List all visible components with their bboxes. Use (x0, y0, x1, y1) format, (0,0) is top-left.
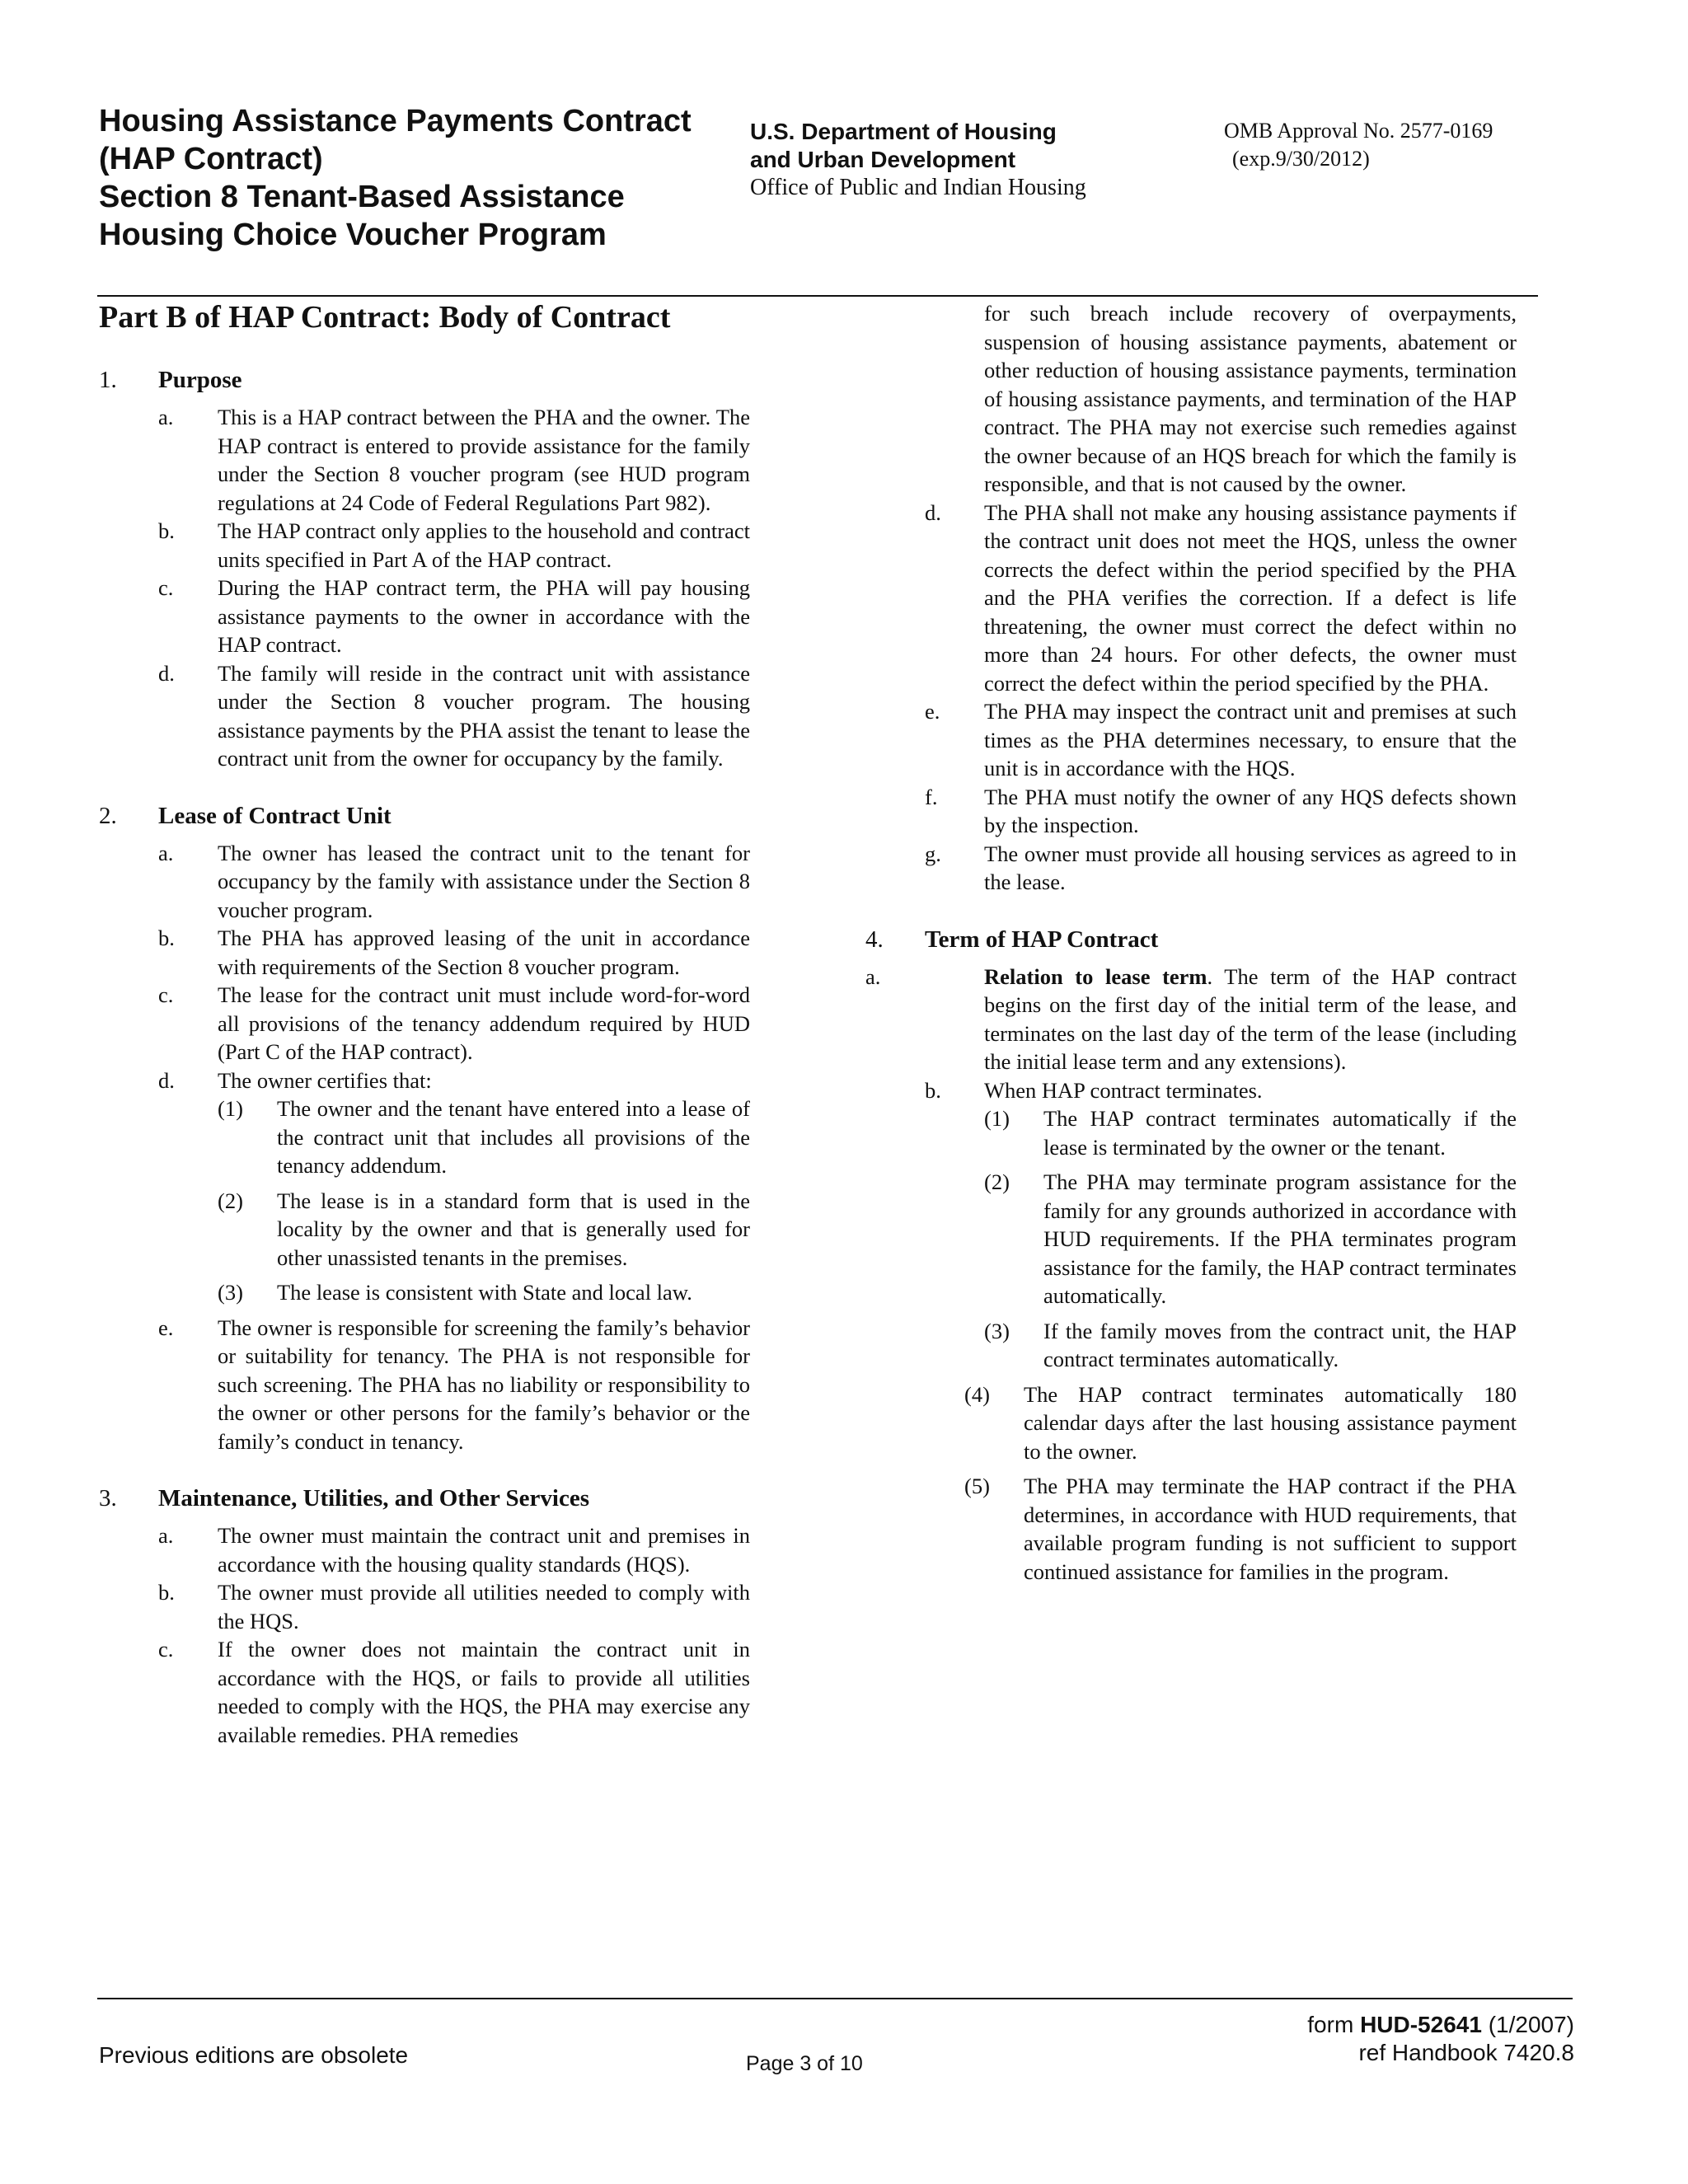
section-2-item-d-2: (2) The lease is in a standard form that is used in the locality by the owner and that is generally used for other unassisted tenants in the premises. (218, 1188, 750, 1270)
omb-number: OMB Approval No. 2577-0169 (1224, 119, 1493, 143)
section-2-item-a: a. The owner has leased the contract unit to the tenant for occupancy by the family with assistance under the Section 8 voucher program. (158, 840, 750, 922)
document-title (99, 102, 750, 254)
section-2-item-d: d. The owner certifies that: (1) The owner and the tenant have entered into a lease of the contract unit that includes all provisions of the tenancy addendum. (2) The lease is in a standard form that is used in the locality by the owner and that is generally used for other unassisted tenants in the premises. (3) The lease is consistent with State and local law. (99, 1066, 750, 1307)
section-1-item-c: c. During the HAP contract term, the PHA will pay housing assistance payments to the owner in accordance with the HAP contract. (158, 575, 750, 657)
section-4-item-b-1: (1) The HAP contract terminates automatically if the lease is terminated by the owner or the tenant. (984, 1106, 1517, 1160)
section-4-item-b: b. When HAP contract terminates. (1) The HAP contract terminates automatically if the lease is terminated by the owner or the tenant. (2) The PHA may terminate program assistance for the family for any grounds authorized in accordance with HUD requirements. If the PHA terminates program assistance for the family, the HAP contract terminates automatically. (3) If the family moves from the contract unit, the HAP contract terminates automatically. (865, 1076, 1517, 1374)
section-4-item-b-2: (2) The PHA may terminate program assistance for the family for any grounds authorized in accordance with HUD requirements. If the PHA terminates program assistance for the family, the HAP contract terminates automatically. (984, 1169, 1517, 1308)
title-line-3: Section 8 Tenant-Based Assistance (99, 180, 625, 214)
omb-expiration: (exp.9/30/2012) (1232, 147, 1370, 171)
section-3-item-d: d. The PHA shall not make any housing assistance payments if the contract unit does not meet the HQS, unless the owner corrects the defect within the period specified by the PHA and the PHA verifies the correction. If a defect is life threatening, the owner must correct the defect within no more than 24 hours. For other defects, the owner must correct the defect within the period specified by the PHA. (925, 499, 1517, 696)
dept-line-1: U.S. Department of Housing (750, 119, 1057, 144)
section-2-item-c: c. The lease for the contract unit must include word-for-word all provisions of the tenancy addendum required by HUD (Part C of the HAP contract). (158, 982, 750, 1064)
footer-obsolete-note: Previous editions are obsolete (99, 2042, 409, 2068)
section-1-heading: 1. Purpose (99, 367, 242, 393)
section-2-item-d-1: (1) The owner and the tenant have entered into a lease of the contract unit that includes all provisions of the tenancy addendum. (218, 1096, 750, 1178)
section-3-item-c-continued: for such breach include recovery of overpayments, suspension of housing assistance payments, abatement or other reduction of housing assistance payments, termination of housing assistance payments, and termination of the HAP contract. The PHA may not exercise such remedies against the owner because of an HQS breach for which the family is responsible, and that is not caused by the owner. (984, 301, 1517, 496)
section-2-item-b: b. The PHA has approved leasing of the unit in accordance with requirements of the Section 8 voucher program. (158, 926, 750, 979)
header-rule (97, 295, 1538, 297)
page-number: Page 3 of 10 (746, 2052, 863, 2075)
section-1-item-d: d. The family will reside in the contract unit with assistance under the Section 8 voucher program. The housing assistance payments by the PHA assist the tenant to lease the contract unit from the owner for occupancy by the family. (158, 660, 750, 771)
part-title: Part B of HAP Contract: Body of Contract (99, 300, 671, 335)
title-line-1: Housing Assistance Payments Contract (99, 104, 692, 138)
section-4-heading: 4. Term of HAP Contract (865, 926, 1159, 953)
section-4-item-b-5: (5) The PHA may terminate the HAP contract if the PHA determines, in accordance with HUD requirements, that available program funding is not sufficient to support continued assistance for families in the program. (964, 1474, 1517, 1584)
section-3-item-c: c. If the owner does not maintain the contract unit in accordance with the HQS, or fails to provide all utilities needed to comply with the HQS, the PHA may exercise any available remedies. PHA remedies (158, 1637, 750, 1747)
right-column (865, 299, 1517, 1586)
section-3-item-g: g. The owner must provide all housing services as agreed to in the lease. (925, 841, 1517, 894)
department-block (750, 118, 1137, 202)
section-3-item-b: b. The owner must provide all utilities needed to comply with the HQS. (158, 1580, 750, 1633)
section-2-item-d-3: (3) The lease is consistent with State and local law. (218, 1280, 692, 1305)
dept-line-3: Office of Public and Indian Housing (750, 175, 1086, 200)
left-column (99, 299, 750, 1749)
footer-rule (97, 1998, 1573, 1999)
section-2-heading: 2. Lease of Contract Unit (99, 802, 392, 829)
section-1-item-a: a. This is a HAP contract between the PHA and the owner. The HAP contract is entered to provide assistance for the family under the Section 8 voucher program (see HUD program regulations at 24 Code of Federal Regulations Part 982). (158, 405, 750, 515)
section-3-item-f: f. The PHA must notify the owner of any HQS defects shown by the inspection. (925, 784, 1517, 837)
section-2-item-e: e. The owner is responsible for screening the family’s behavior or suitability for tenancy. The PHA is not responsible for such screening. The PHA has no liability or responsibility to the owner or other persons for the family’s behavior or the family’s conduct in tenancy. (158, 1315, 750, 1454)
title-line-2: (HAP Contract) (99, 142, 323, 176)
omb-approval (1224, 117, 1554, 173)
section-4-item-b-4: (4) The HAP contract terminates automatically 180 calendar days after the last housing assistance payment to the owner. (964, 1381, 1517, 1464)
section-1-item-b: b. The HAP contract only applies to the household and contract units specified in Part A of the HAP contract. (158, 518, 750, 572)
handbook-reference: ref Handbook 7420.8 (1358, 2040, 1574, 2065)
form-number-line: form HUD-52641 (1/2007) (1307, 2012, 1574, 2037)
section-3-item-a: a. The owner must maintain the contract unit and premises in accordance with the housing quality standards (HQS). (158, 1523, 750, 1577)
section-3-item-e: e. The PHA may inspect the contract unit and premises at such times as the PHA determines necessary, to ensure that the unit is in accordance with the HQS. (925, 699, 1517, 780)
title-line-4: Housing Choice Voucher Program (99, 218, 607, 252)
section-3-heading: 3. Maintenance, Utilities, and Other Services (99, 1485, 590, 1511)
dept-line-2: and Urban Development (750, 147, 1016, 172)
form-reference (1154, 2011, 1574, 2067)
section-4-item-b-3: (3) If the family moves from the contract unit, the HAP contract terminates automatically. (984, 1318, 1517, 1371)
section-4-item-a: a. Relation to lease term. The term of the HAP contract begins on the first day of the initial term of the lease, and terminates on the last day of the term of the lease (including the initial lease term and any extensions). (865, 963, 1517, 1074)
